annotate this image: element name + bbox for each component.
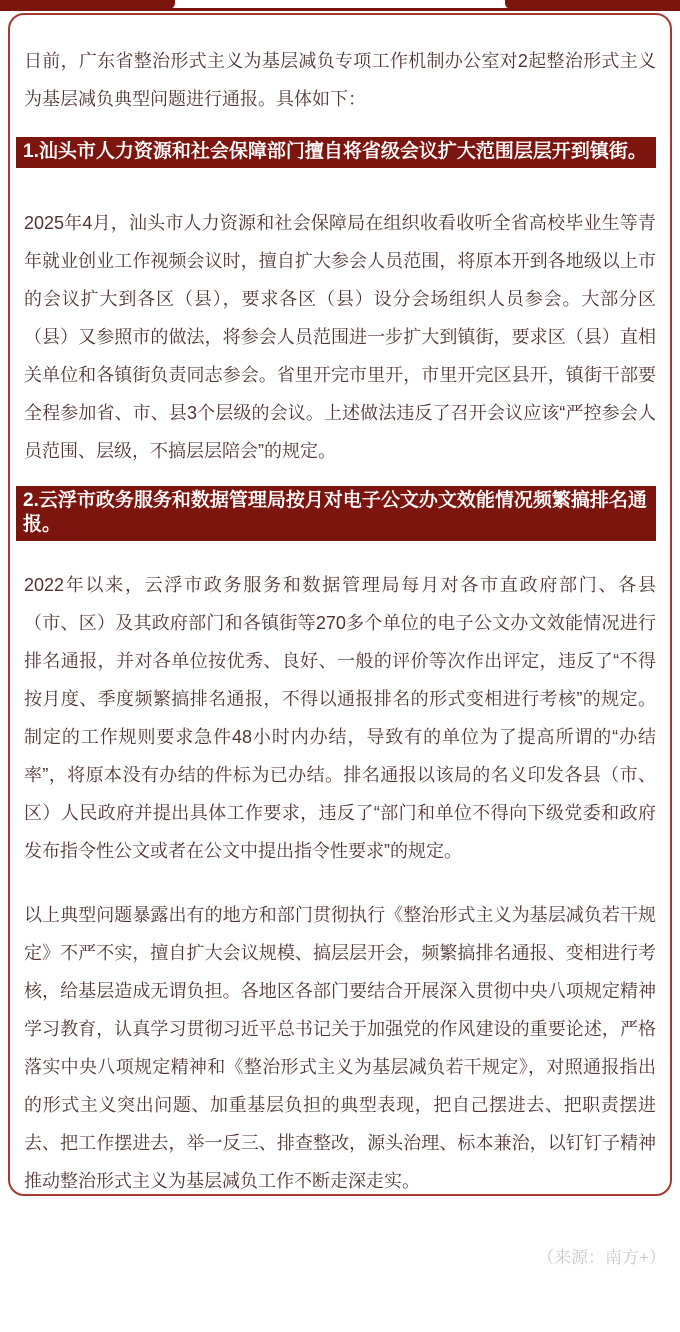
section-2-heading xyxy=(24,486,656,541)
intro-paragraph: 日前，广东省整治形式主义为基层减负专项工作机制办公室对2起整治形式主义为基层减负典型问题进行通报。具体如下： xyxy=(24,51,656,109)
content-card xyxy=(8,13,672,1196)
section-1-heading xyxy=(24,137,656,168)
section-1-heading-label: 1.汕头市人力资源和社会保障部门擅自将省级会议扩大范围层层开到镇街。 xyxy=(16,137,656,168)
section-1-body: 2025年4月，汕头市人力资源和社会保障局在组织收看收听全省高校毕业生等青年就业创业工作视频会议时，擅自扩大参会人员范围，将原本开到各地级以上市的会议扩大到各区（县），要求各区（县）设分会场组织人员参会。大部分区（县）又参照市的做法，将参会人员范围进一步扩大到镇街，要求区（县）直相关单位和各镇街负责同志参会。省里开完市里开，市里开完区县开，镇街干部要全程参加省、市、县3个层级的会议。上述做法违反了召开会议应该“严控参会人员范围、层级，不搞层层陪会”的规定。 xyxy=(24,213,656,461)
section-2-body: 2022年以来，云浮市政务服务和数据管理局每月对各市直政府部门、各县（市、区）及其政府部门和各镇街等270多个单位的电子公文办文效能情况进行排名通报，并对各单位按优秀、良好、一般的评价等次作出评定，违反了“不得按月度、季度频繁搞排名通报，不得以通报排名的形式变相进行考核”的规定。制定的工作规则要求急件48小时内办结，导致有的单位为了提高所谓的“办结率”，将原本没有办结的件标为已办结。排名通报以该局的名义印发各县（市、区）人民政府并提出具体工作要求，违反了“部门和单位不得向下级党委和政府发布指令性公文或者在公文中提出指令性要求”的规定。 xyxy=(24,575,656,861)
top-divider-rule xyxy=(0,8,680,11)
source-attribution: （来源：南方+） xyxy=(537,1248,666,1267)
section-2-heading-label: 2.云浮市政务服务和数据管理局按月对电子公文办文效能情况频繁搞排名通报。 xyxy=(16,486,656,541)
conclusion-paragraph: 以上典型问题暴露出有的地方和部门贯彻执行《整治形式主义为基层减负若干规定》不严不实，擅自扩大会议规模、搞层层开会，频繁搞排名通报、变相进行考核，给基层造成无谓负担。各地区各部门要结合开展深入贯彻中央八项规定精神学习教育，认真学习贯彻习近平总书记关于加强党的作风建设的重要论述，严格落实中央八项规定精神和《整治形式主义为基层减负若干规定》，对照通报指出的形式主义突出问题、加重基层负担的典型表现，把自己摆进去、把职责摆进去、把工作摆进去，举一反三、排查整改，源头治理、标本兼治，以钉钉子精神推动整治形式主义为基层减负工作不断走深走实。 xyxy=(24,905,656,1191)
